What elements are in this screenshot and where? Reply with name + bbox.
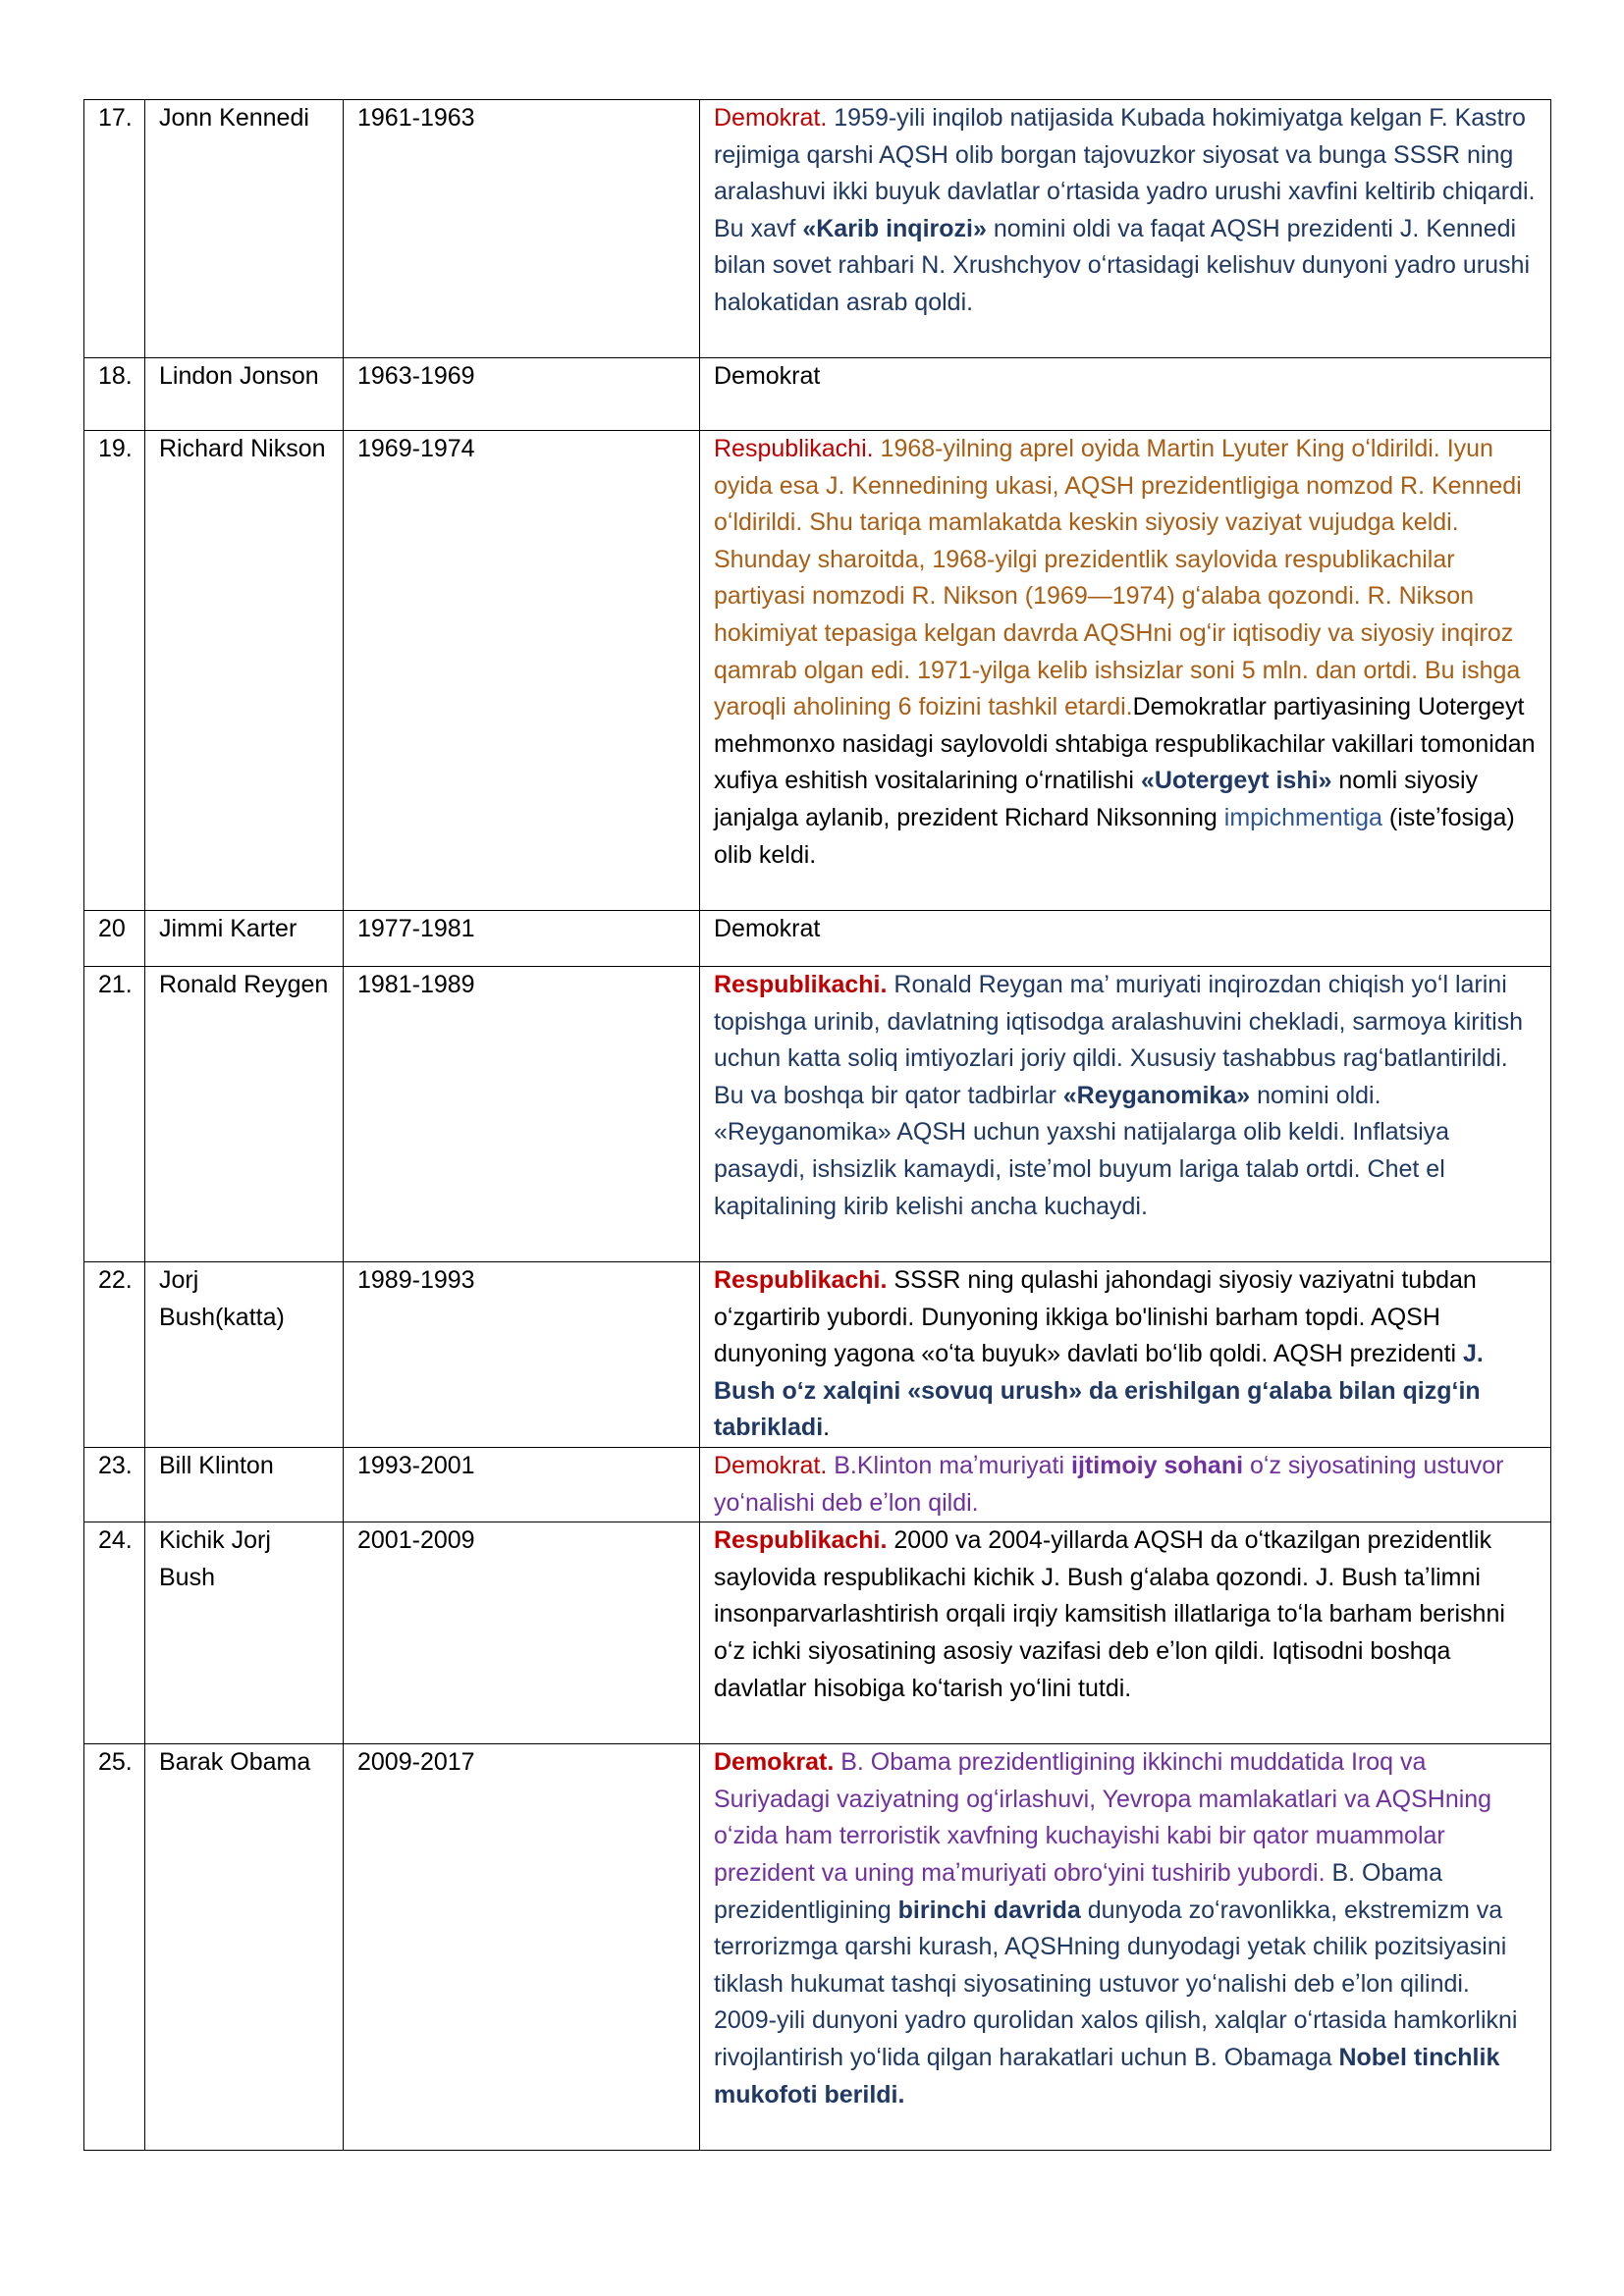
description-segment: B.Klinton maʼmuriyati [827,1452,1072,1479]
term-years: 1969-1974 [344,431,700,911]
description-segment: Respublikachi. [714,1266,888,1294]
description-segment: 1959-yili inqilob natijasida Kubada hokimiyatga kelgan F. Kastro rejimiga qarshi AQSH olib borgan tajovuzkor siyosat va bunga SSSR ning aralashuvi ikki buyuk davlatlar oʻrtasida yadro urushi xavfini keltirib chiqardi. Bu xavf [714,104,1536,242]
president-name: Jonn Kennedi [145,100,344,358]
term-years: 1961-1963 [344,100,700,358]
description [700,358,1551,431]
description [700,100,1551,358]
term-years: 1977-1981 [344,911,700,967]
table-body [84,100,1551,2151]
table-row [84,1262,1551,1448]
table-row [84,358,1551,431]
description-segment: . [823,1414,831,1442]
president-name: Barak Obama [145,1744,344,2151]
table-row [84,967,1551,1262]
description-segment: «Karib inqirozi» [802,214,987,242]
description-segment: dunyoda zoʻravonlikka, ekstremizm va terrorizmga qarshi kurash, AQSHning dunyodagi yetak chilik pozitsiyasini tiklash hukumat tashqi siyosatining ustuvor yoʻnalishi deb eʼlon qilindi. 2009-yili dunyoni yadro qurolidan xalos qilish, xalqlar oʻrtasida hamkorlikni rivojlantirish yoʻlida qilgan harakatlari uchun B. Obamaga [714,1896,1518,2071]
description-segment: birinchi davrida [897,1896,1081,1924]
term-years: 1989-1993 [344,1262,700,1448]
row-number: 21. [84,967,145,1262]
table-row [84,911,1551,967]
president-name: Kichik Jorj Bush [145,1522,344,1744]
presidents-table [83,99,1551,2151]
page [83,99,1551,2151]
description-segment: Ronald Reygan ma’ muriyati inqirozdan chiqish yoʻl larini topishga urinib, davlatning iqtisodga aralashuvini chekladi, sarmoya kiritish uchun katta soliq imtiyozlari joriy qildi. Xususiy tashabbus ragʻbatlantirildi. Bu va boshqa bir qator tadbirlar [714,971,1524,1109]
description-segment: impichmentiga [1223,803,1382,831]
table-row [84,1448,1551,1522]
description-segment: (isteʼfosiga) olib keldi. [714,803,1515,869]
description-segment: 1968-yilning aprel oyida Martin Lyuter King oʻldirildi. Iyun oyida esa J. Kennedining ukasi, AQSH prezidentligiga nomzod R. Kennedi oʻldirildi. Shu tariqa mamlakatda keskin siyosiy vaziyat vujudga keldi. Shunday sharoitda, 1968-yilgi prezidentlik saylovida respublikachilar partiyasi nomzodi R. Nikson (1969—1974) gʻalaba qozondi. R. Nikson hokimiyat tepasiga kelgan davrda AQSHni ogʻir iqtisodiy va siyosiy inqiroz qamrab olgan edi. 1971-yilga kelib ishsizlar soni 5 mln. dan ortdi. Bu ishga yaroqli aholining 6 foizini tashkil etardi. [714,435,1522,721]
description [700,967,1551,1262]
description-segment: Respublikachi. [714,1526,888,1555]
description [700,911,1551,967]
table-row [84,431,1551,911]
table-row [84,100,1551,358]
row-number: 25. [84,1744,145,2151]
description [700,1744,1551,2151]
term-years: 1981-1989 [344,967,700,1262]
term-years: 1993-2001 [344,1448,700,1522]
description-segment: Demokratlar partiyasining Uotergeyt mehmonxo nasidagi saylovoldi shtabiga respublikachilar vakillari tomonidan xufiya eshitish vositalarining oʻrnatilishi [714,693,1536,795]
description-segment: nomli siyosiy janjalga aylanib, prezident Richard Niksonning [714,767,1479,831]
row-number: 23. [84,1448,145,1522]
row-number: 20 [84,911,145,967]
row-number: 18. [84,358,145,431]
description-segment: Nobel tinchlik mukofoti berildi. [714,2043,1500,2109]
president-name: Bill Klinton [145,1448,344,1522]
term-years: 2009-2017 [344,1744,700,2151]
description-segment: oʻz siyosatining ustuvor yoʻnalishi deb eʼlon qildi. [714,1452,1504,1517]
description [700,1262,1551,1448]
description-segment: nomini oldi. «Reyganomika» AQSH uchun yaxshi natijalarga olib keldi. Inflatsiya pasaydi, ishsizlik kamaydi, isteʼmol buyum lariga talab ortdi. Chet el kapitalining kirib kelishi ancha kuchaydi. [714,1081,1450,1220]
president-name: Richard Nikson [145,431,344,911]
description-segment: ijtimoiy sohani [1071,1452,1244,1479]
description-segment: J. Bush oʻz xalqini «sovuq urush» da erishilgan gʻalaba bilan qizgʻin tabrikladi [714,1340,1484,1442]
description-segment: nomini oldi va faqat AQSH prezidenti J. Kennedi bilan sovet rahbari N. Xrushchyov oʻrtasidagi kelishuv dunyoni yadro urushi halokatidan asrab qoldi. [714,214,1530,316]
description-segment: Demokrat. [714,1748,835,1777]
row-number: 19. [84,431,145,911]
president-name: Lindon Jonson [145,358,344,431]
description-segment: SSSR ning qulashi jahondagi siyosiy vaziyatni tubdan oʻzgartirib yubordi. Dunyoning ikkiga bo'linishi barham topdi. AQSH dunyoning yagona «oʻta buyuk» davlati boʻlib qoldi. AQSH prezidenti [714,1266,1477,1368]
president-name: Jimmi Karter [145,911,344,967]
term-years: 1963-1969 [344,358,700,431]
row-number: 24. [84,1522,145,1744]
term-years: 2001-2009 [344,1522,700,1744]
description-segment: Demokrat. [714,1452,828,1479]
description-segment: Demokrat [714,915,821,942]
description-segment: «Reyganomika» [1062,1081,1251,1109]
description [700,1522,1551,1744]
description-segment: Respublikachi. [714,971,888,998]
row-number: 17. [84,100,145,358]
description-segment: Demokrat [714,362,821,390]
description-segment: Demokrat. [714,104,828,132]
description-segment: 2000 va 2004-yillarda AQSH da oʻtkazilgan prezidentlik saylovida respublikachi kichik J. Bush gʻalaba qozondi. J. Bush taʼlimni insonparvarlashtirish orqali irqiy kamsitish illatlariga toʻla barham berishni oʻz ichki siyosatining asosiy vazifasi deb eʼlon qildi. Iqtisodni boshqa davlatlar hisobiga koʻtarish yoʻlini tutdi. [714,1526,1505,1702]
description-segment: Respublikachi. [714,435,874,462]
description [700,431,1551,911]
description-segment: B. Obama prezidentligining ikkinchi muddatida Iroq va Suriyadagi vaziyatning ogʻirlashuvi, Yevropa mamlakatlari va AQSHning oʻzida ham terroristik xavfning kuchayishi kabi bir qator muammolar prezident va uning maʼmuriyati obroʻyini tushirib yubordi. [714,1748,1492,1887]
table-row [84,1744,1551,2151]
table-row [84,1522,1551,1744]
row-number: 22. [84,1262,145,1448]
description [700,1448,1551,1522]
description-segment: «Uotergeyt ishi» [1140,767,1332,795]
president-name: Jorj Bush(katta) [145,1262,344,1448]
president-name: Ronald Reygen [145,967,344,1262]
description-segment: B. Obama prezidentligining [714,1858,1443,1924]
